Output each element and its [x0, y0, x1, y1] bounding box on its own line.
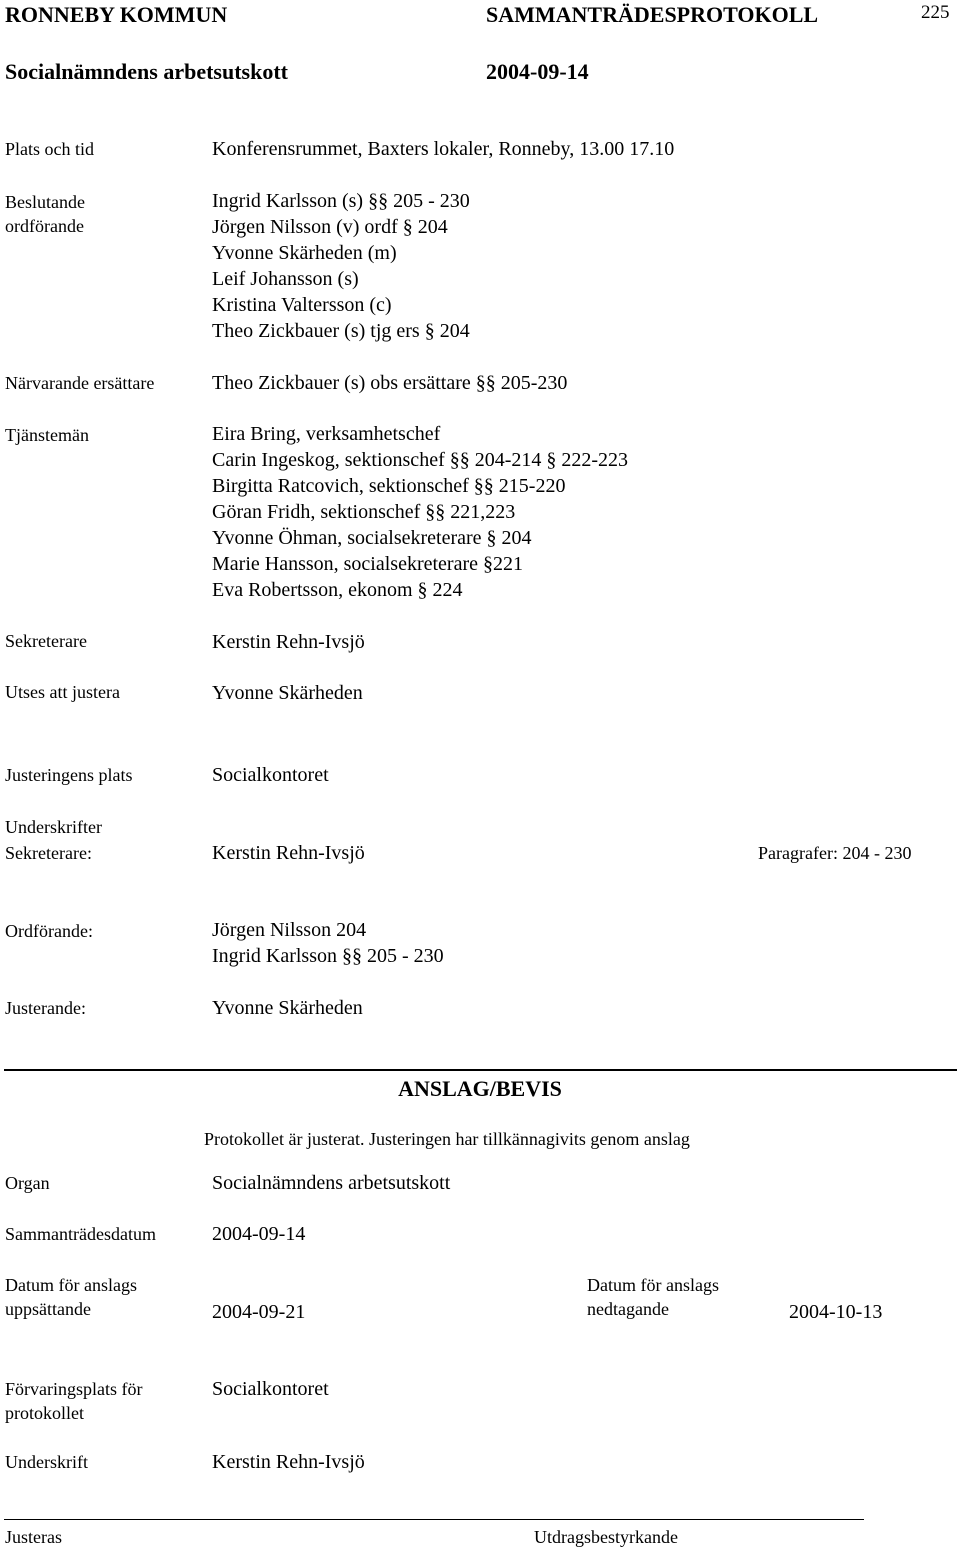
- place-label: Plats och tid: [5, 139, 94, 159]
- page-number: 225: [921, 2, 950, 23]
- adjuster-label: Utses att justera: [5, 682, 120, 702]
- posted-date-value: 2004-09-21: [212, 1301, 306, 1323]
- municipality-name: RONNEBY KOMMUN: [5, 2, 228, 27]
- deciding-member: Kristina Valtersson (c): [212, 294, 392, 316]
- official: Marie Hansson, socialsekreterare §221: [212, 553, 523, 575]
- official: Göran Fridh, sektionschef §§ 221,223: [212, 501, 516, 523]
- adjuster-value: Yvonne Skärheden: [212, 682, 363, 704]
- notice-signature-label: Underskrift: [5, 1452, 88, 1472]
- signature-adjuster-value: Yvonne Skärheden: [212, 997, 363, 1019]
- footer-divider: [4, 1519, 864, 1520]
- signature-chair: Jörgen Nilsson 204: [212, 919, 367, 941]
- official: Eva Robertsson, ekonom § 224: [212, 579, 463, 601]
- deciding-member: Ingrid Karlsson (s) §§ 205 - 230: [212, 190, 470, 212]
- footer-extract-certification: Utdragsbestyrkande: [534, 1527, 678, 1547]
- signature-chair: Ingrid Karlsson §§ 205 - 230: [212, 945, 444, 967]
- meeting-date-value: 2004-09-14: [212, 1223, 306, 1245]
- adjustment-place-label: Justeringens plats: [5, 765, 133, 785]
- posted-date-label-2: uppsättande: [5, 1299, 91, 1319]
- storage-value: Socialkontoret: [212, 1378, 329, 1400]
- signature-adjuster-label: Justerande:: [5, 998, 86, 1018]
- posted-date-label: Datum för anslags: [5, 1275, 137, 1295]
- organ-value: Socialnämndens arbetsutskott: [212, 1172, 451, 1194]
- deciding-member: Leif Johansson (s): [212, 268, 359, 290]
- deciding-member: Jörgen Nilsson (v) ordf § 204: [212, 216, 448, 238]
- officials-list: [212, 421, 628, 603]
- meeting-date-label: Sammanträdesdatum: [5, 1224, 156, 1244]
- deciding-label: Beslutande: [5, 192, 85, 212]
- signature-chair-list: [212, 917, 444, 969]
- storage-label-2: protokollet: [5, 1403, 84, 1423]
- deciding-list: [212, 188, 470, 344]
- paragraphs-range: Paragrafer: 204 - 230: [758, 843, 912, 863]
- officials-label: Tjänstemän: [5, 425, 89, 445]
- signature-secretary-label: Sekreterare:: [5, 843, 92, 863]
- document-type: SAMMANTRÄDESPROTOKOLL: [486, 2, 819, 27]
- removed-date-label: Datum för anslags: [587, 1275, 719, 1295]
- signature-secretary-value: Kerstin Rehn-Ivsjö: [212, 842, 365, 864]
- substitutes-label: Närvarande ersättare: [5, 373, 155, 393]
- place-value: Konferensrummet, Baxters lokaler, Ronneby, 13.00 17.10: [212, 138, 675, 160]
- notice-signature-value: Kerstin Rehn-Ivsjö: [212, 1451, 365, 1473]
- organ-label: Organ: [5, 1173, 50, 1193]
- removed-date-value: 2004-10-13: [789, 1301, 883, 1323]
- official: Eira Bring, verksamhetschef: [212, 423, 441, 445]
- substitutes-value: Theo Zickbauer (s) obs ersättare §§ 205-230: [212, 372, 568, 394]
- section-divider: [4, 1069, 957, 1071]
- committee-name: Socialnämndens arbetsutskott: [5, 59, 288, 84]
- storage-label: Förvaringsplats för: [5, 1379, 143, 1399]
- notice-statement: Protokollet är justerat. Justeringen har tillkännagivits genom anslag: [204, 1129, 690, 1149]
- adjustment-place-value: Socialkontoret: [212, 764, 329, 786]
- deciding-member: Yvonne Skärheden (m): [212, 242, 397, 264]
- removed-date-label-2: nedtagande: [587, 1299, 669, 1319]
- official: Carin Ingeskog, sektionschef §§ 204-214 § 222-223: [212, 449, 629, 471]
- secretary-value: Kerstin Rehn-Ivsjö: [212, 631, 365, 653]
- official: Birgitta Ratcovich, sektionschef §§ 215-220: [212, 475, 566, 497]
- footer-adjusted: Justeras: [5, 1527, 62, 1547]
- notice-title: ANSLAG/BEVIS: [398, 1076, 562, 1101]
- meeting-date: 2004-09-14: [486, 59, 589, 84]
- signature-chair-label: Ordförande:: [5, 921, 93, 941]
- official: Yvonne Öhman, socialsekreterare § 204: [212, 527, 532, 549]
- deciding-member: Theo Zickbauer (s) tjg ers § 204: [212, 320, 470, 342]
- secretary-label: Sekreterare: [5, 631, 87, 651]
- chair-label: ordförande: [5, 216, 84, 236]
- signatures-label: Underskrifter: [5, 817, 102, 837]
